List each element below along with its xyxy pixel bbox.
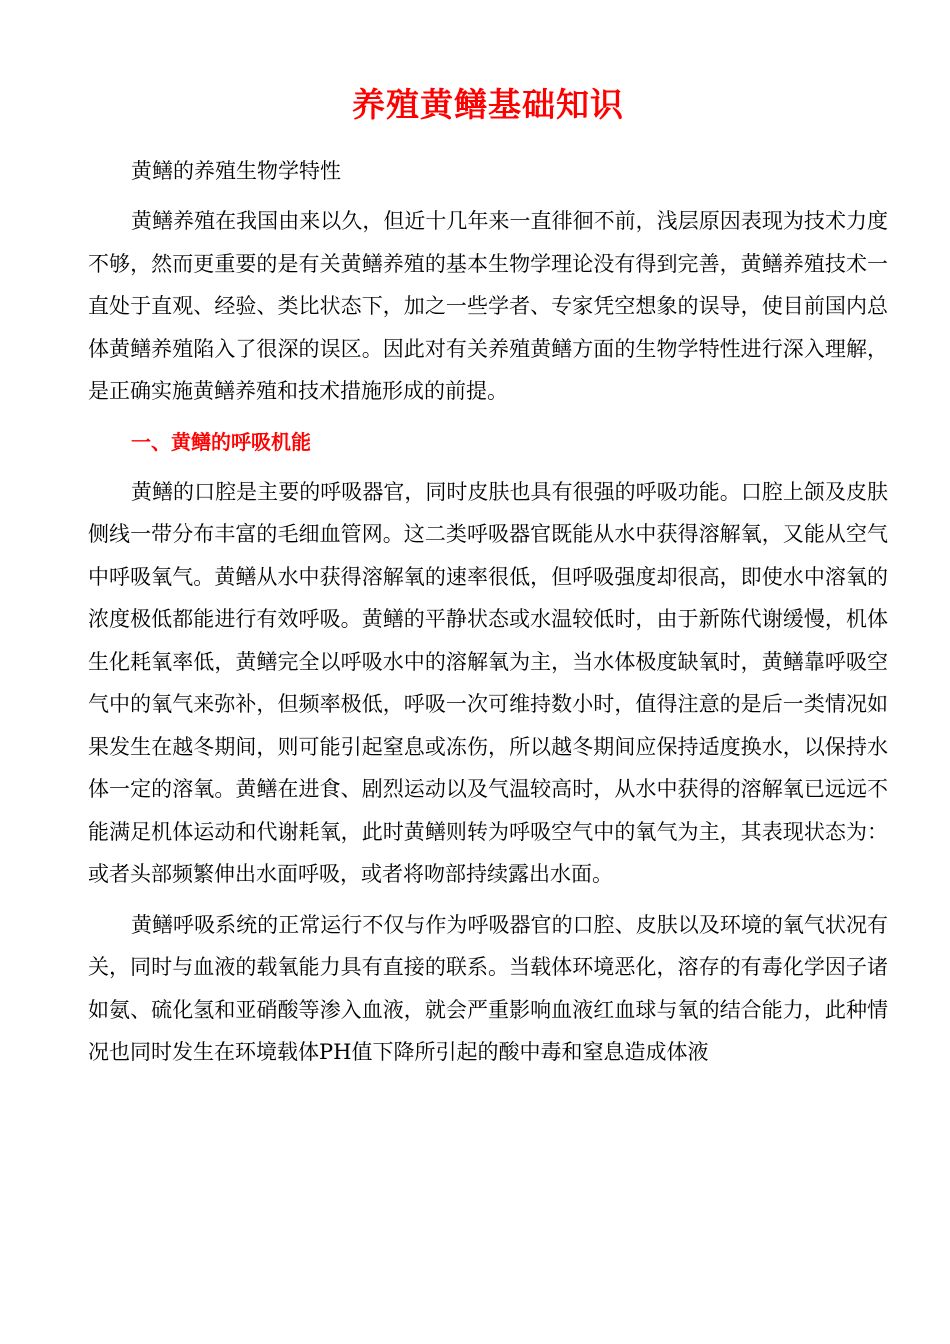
- section-heading-respiration: 一、黄鳝的呼吸机能: [131, 429, 311, 454]
- respiration-paragraph-2: 黄鳝呼吸系统的正常运行不仅与作为呼吸器官的口腔、皮肤以及环境的氧气状况有关，同时与血液的载氧能力具有直接的联系。当载体环境恶化，溶存的有毒化学因子诸如氨、硫化氢和亚硝酸等渗入血液，就会严重影响血液红血球与氧的结合能力，此种情况也同时发生在环境载体PH值下降所引起的酸中毒和窒息造成体液: [88, 912, 888, 1064]
- document-subtitle: 黄鳝的养殖生物学特性: [131, 159, 341, 183]
- document-content: [88, 80, 888, 1082]
- intro-paragraph: 黄鳝养殖在我国由来以久，但近十几年来一直徘徊不前，浅层原因表现为技术力度不够，然而更重要的是有关黄鳝养殖的基本生物学理论没有得到完善，黄鳝养殖技术一直处于直观、经验、类比状态下，加之一些学者、专家凭空想象的误导，使目前国内总体黄鳝养殖陷入了很深的误区。因此对有关养殖黄鳝方面的生物学特性进行深入理解，是正确实施黄鳝养殖和技术措施形成的前提。: [88, 209, 888, 403]
- document-title: 养殖黄鳝基础知识: [352, 85, 624, 124]
- respiration-paragraph-1: 黄鳝的口腔是主要的呼吸器官，同时皮肤也具有很强的呼吸功能。口腔上颌及皮肤侧线一带分布丰富的毛细血管网。这二类呼吸器官既能从水中获得溶解氧，又能从空气中呼吸氧气。黄鳝从水中获得溶解氧的速率很低，但呼吸强度却很高，即使水中溶氧的浓度极低都能进行有效呼吸。黄鳝的平静状态或水温较低时，由于新陈代谢缓慢，机体生化耗氧率低，黄鳝完全以呼吸水中的溶解氧为主，当水体极度缺氧时，黄鳝靠呼吸空气中的氧气来弥补，但频率极低，呼吸一次可维持数小时，值得注意的是后一类情况如果发生在越冬期间，则可能引起窒息或冻伤，所以越冬期间应保持适度换水，以保持水体一定的溶氧。黄鳝在进食、剧烈运动以及气温较高时，从水中获得的溶解氧已远远不能满足机体运动和代谢耗氧，此时黄鳝则转为呼吸空气中的氧气为主，其表现状态为：或者头部频繁伸出水面呼吸，或者将吻部持续露出水面。: [88, 479, 888, 886]
